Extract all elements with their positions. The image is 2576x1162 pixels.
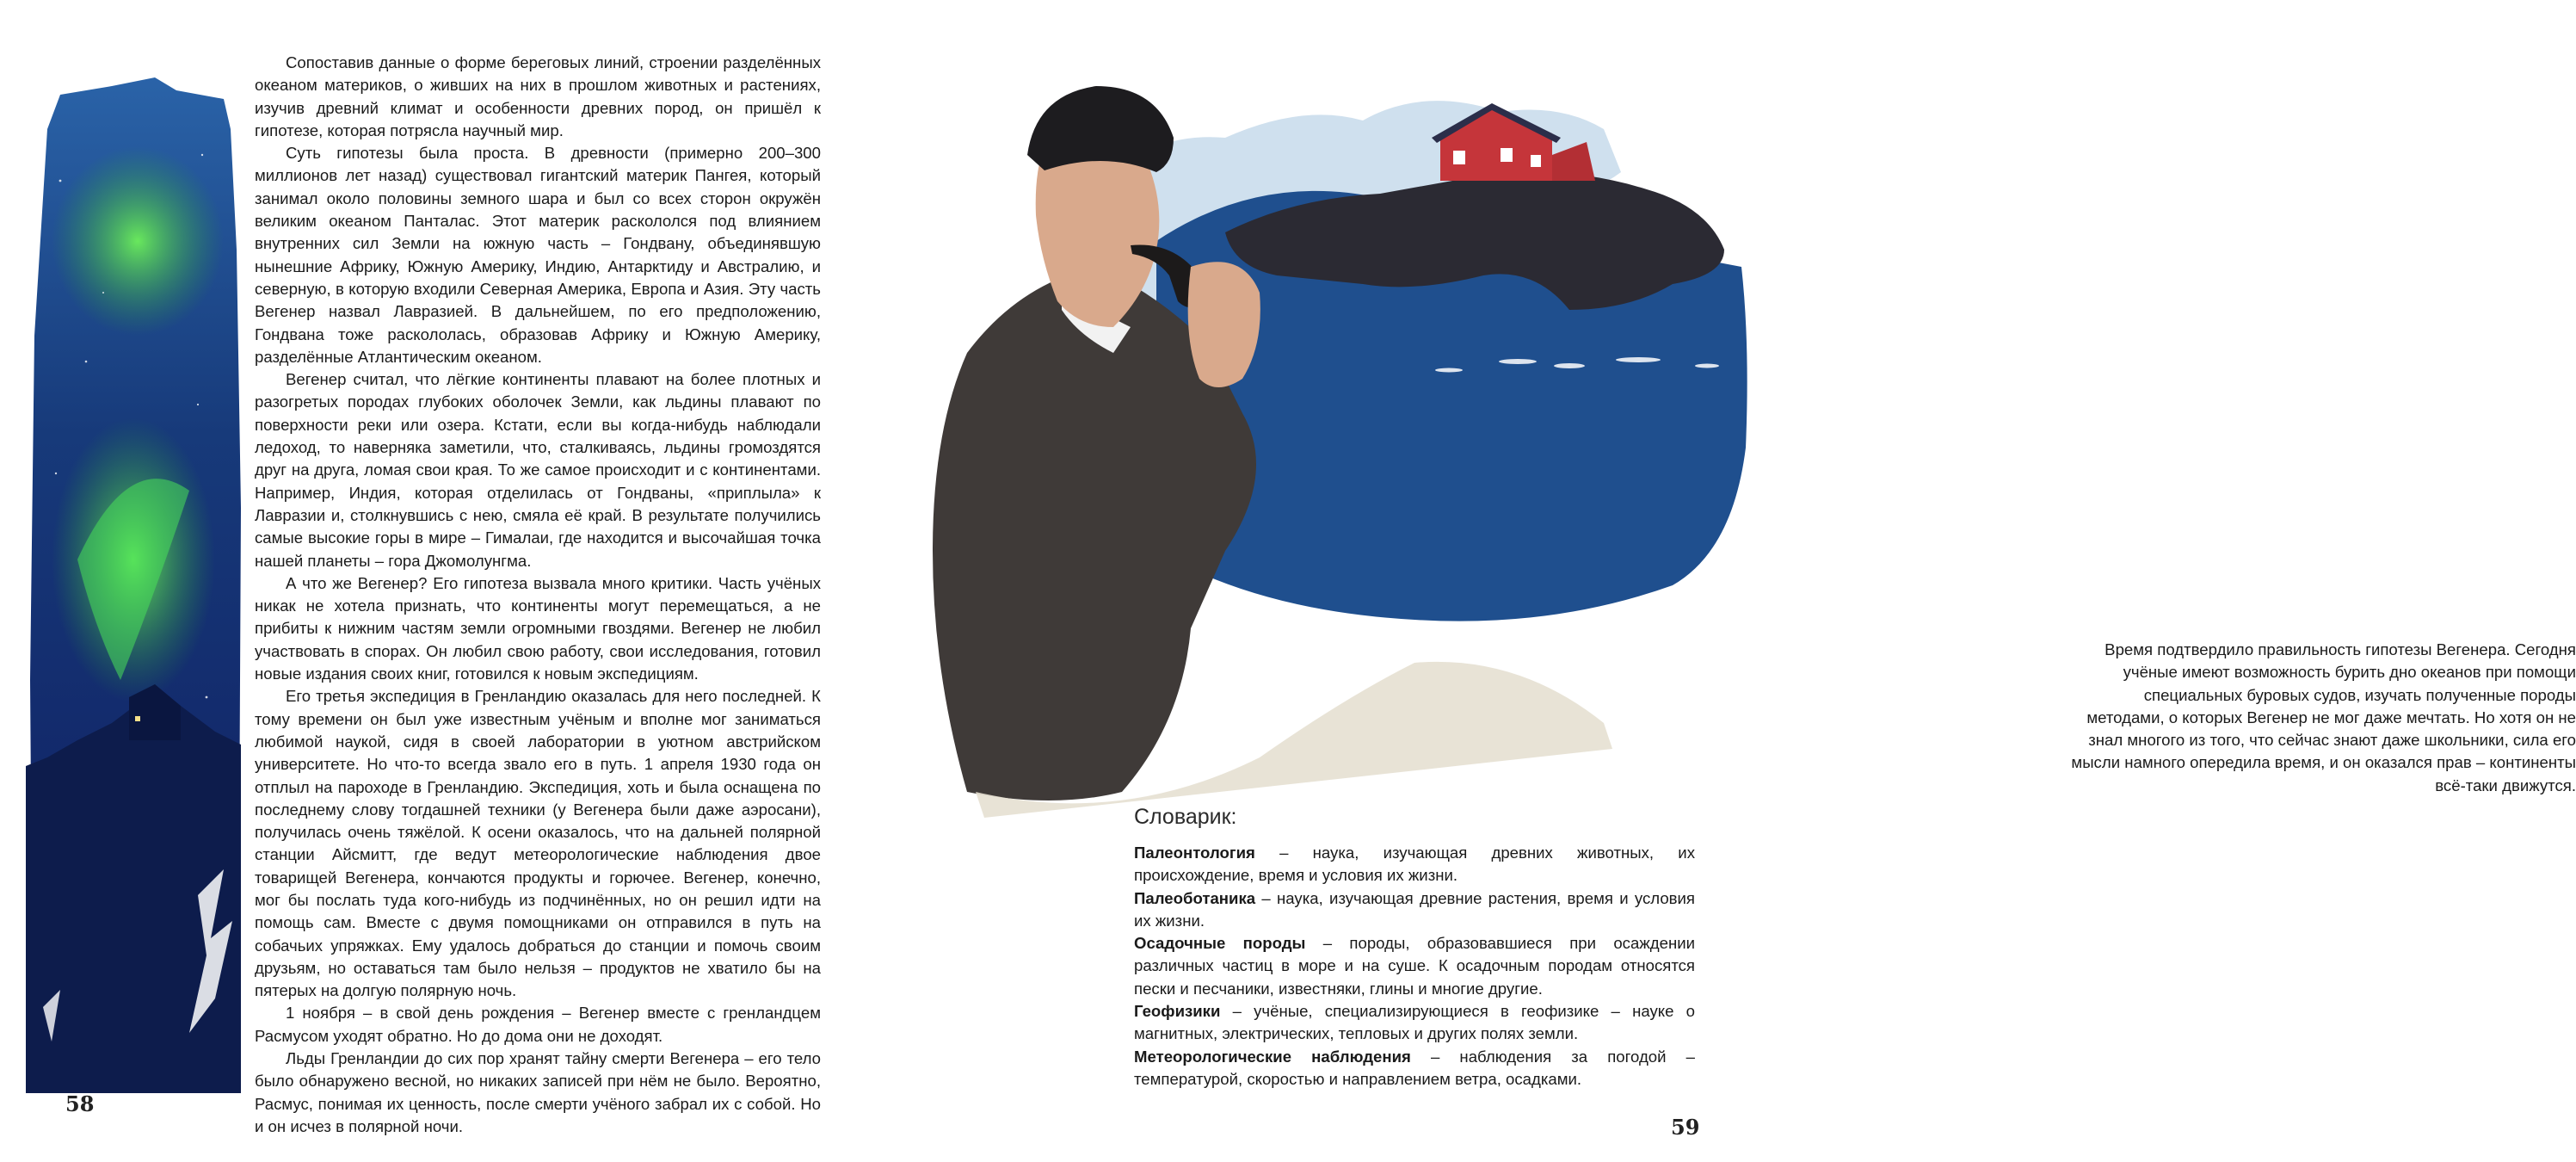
glossary-definition: – наблюдения за погодой – температурой, скоростью и направлением ветра, осадками. (1134, 1047, 1695, 1088)
left-body-text (255, 52, 821, 1138)
paragraph: Суть гипотезы была проста. В древности (примерно 200–300 миллионов лет назад) существовал гигантский материк Пангея, который занимал около половины земного шара и был со всех сторон окружён великим океаном Панталас. Этот материк раскололся под влиянием внутренних сил Земли на южную часть – Гондвану, объединявшую нынешние Африку, Южную Америку, Индию, Антарктиду и Австралию, и северную, в которую входили Северная Америка, Европа и Азия. Эту часть Вегенер назвал Лавразией. В дальнейшем, по его предположению, Гондвана тоже раскололась, образовав Африку и Южную Америку, разделённые Атлантическим океаном. (255, 144, 821, 366)
glossary-term: Осадочные породы (1134, 934, 1306, 953)
paragraph: 1 ноября – в свой день рождения – Вегенер вместе с гренландцем Расмусом уходят обратно. Но до дома они не доходят. (255, 1004, 821, 1045)
paragraph: Льды Гренландии до сих пор хранят тайну смерти Вегенера – его тело было обнаружено весной, но никаких записей при нём не было. Вероятно, Расмус, понимая их ценность, после смерти учёного забрал их с собой. Но и он исчез в полярной ночи. (255, 1049, 821, 1135)
glossary-entry (1134, 887, 1695, 933)
glossary-entry (1134, 932, 1695, 1000)
glossary-entry (1134, 1000, 1695, 1046)
glossary-definition: – наука, изучающая древних животных, их происхождение, время и условия их жизни. (1134, 844, 1695, 885)
lit-window (135, 716, 140, 721)
page-number-left: 58 (65, 1091, 95, 1116)
glossary-term: Палеонтология (1134, 844, 1255, 862)
right-page (881, 0, 2576, 1162)
paragraph: Сопоставив данные о форме береговых линий, строении разделённых океаном материков, о живших на них в прошлом животных и растениях, изучив древний климат и особенности древних пород, он пришёл к гипотезе, которая потрясла научный мир. (255, 53, 821, 139)
paragraph: А что же Вегенер? Его гипотеза вызвала много критики. Часть учёных никак не хотела признать, что континенты могут перемещаться, а не прибиты к нижним частям земли огромными гвоздями. Вегенер не любил участвовать в спорах. Он любил свою работу, свои исследования, готовил новые издания своих книг, готовился к новым экспедициям. (255, 573, 821, 683)
glossary-entry (1134, 1046, 1695, 1091)
paragraph: Его третья экспедиция в Гренландию оказалась для него последней. К тому времени он был уже известным учёным и вполне мог заниматься любимой наукой, сидя в своей лаборатории в уютном австрийском университете. Но что-то всегда звало его в путь. 1 апреля 1930 года он отплыл на пароходе в Гренландию. Экспедиция, хоть и была оснащена по последнему слову тогдашней техники (у Вегенера были даже аэросани), получилась очень тяжёлой. К осени оказалось, что на дальней полярной станции Айсмитт, где ведут метеорологические наблюдения двое товарищей Вегенера, кончаются продукты и горючее. Вегенер, конечно, мог бы послать туда кого-нибудь из подчинённых, но он решил идти на помощь сам. Вместе с двумя помощниками он отправился в путь на собачьих упряжках. Ему удалось добраться до станции и помочь своим друзьям, но оставаться там было нельзя – продуктов не хватило бы на пятерых на долгую полярную ночь. (255, 687, 821, 1000)
glossary-term: Геофизики (1134, 1002, 1221, 1021)
glossary-title: Словарик: (1134, 805, 1237, 829)
glossary (1134, 842, 1695, 1091)
left-page (0, 0, 881, 1162)
aurora-upper (52, 146, 224, 336)
paragraph: Вегенер считал, что лёгкие континенты плавают на более плотных и разогретых породах глубоких оболочек Земли, как льдины плавают по поверхности реки или озера. Кстати, если вы когда-нибудь наблюдали ледоход, то наверняка заметили, что, сталкиваясь, льдины громоздятся друг на друга, ломая свои края. То же самое происходит и с континентами. Например, Индия, которая отделилась от Гондваны, «приплыла» к Лавразии и, столкнувшись с нею, смяла её край. В результате получились самые высокие горы в мире – Гималаи, где находится и высочайшая точка нашей планеты – гора Джомолунгма. (255, 370, 821, 570)
wegener-portrait-illustration (898, 69, 1750, 818)
caption-paragraph: Время подтвердило правильность гипотезы Вегенера. Сегодня учёные имеют возможность бурить дно океанов при помощи специальных буровых судов, изучать полученные породы методами, о которых Вегенер не мог даже мечтать. Но хотя он не знал многого из того, что сейчас знают даже школьники, сила его мысли намного опередила время, и он оказался прав – континенты всё-таки движутся. (2071, 640, 2576, 794)
hat (1027, 86, 1174, 172)
aurora-night-illustration (26, 77, 241, 1093)
glossary-term: Палеоботаника (1134, 888, 1256, 907)
glossary-entry (1134, 842, 1695, 887)
glossary-term: Метеорологические наблюдения (1134, 1047, 1411, 1066)
caption-text (2015, 639, 2576, 797)
glossary-definition: – учёные, специализирующиеся в геофизике – науке о магнитных, электрических, тепловых и других полях земли. (1134, 1002, 1695, 1043)
page-number-right: 59 (1671, 1115, 1700, 1140)
glossary-definition: – наука, изучающая древние растения, время и условия их жизни. (1134, 888, 1695, 930)
glossary-definition: – породы, образовавшиеся при осаждении различных частиц в море и на суше. К осадочным породам относятся пески и песчаники, известняки, глины и многие другие. (1134, 934, 1695, 998)
